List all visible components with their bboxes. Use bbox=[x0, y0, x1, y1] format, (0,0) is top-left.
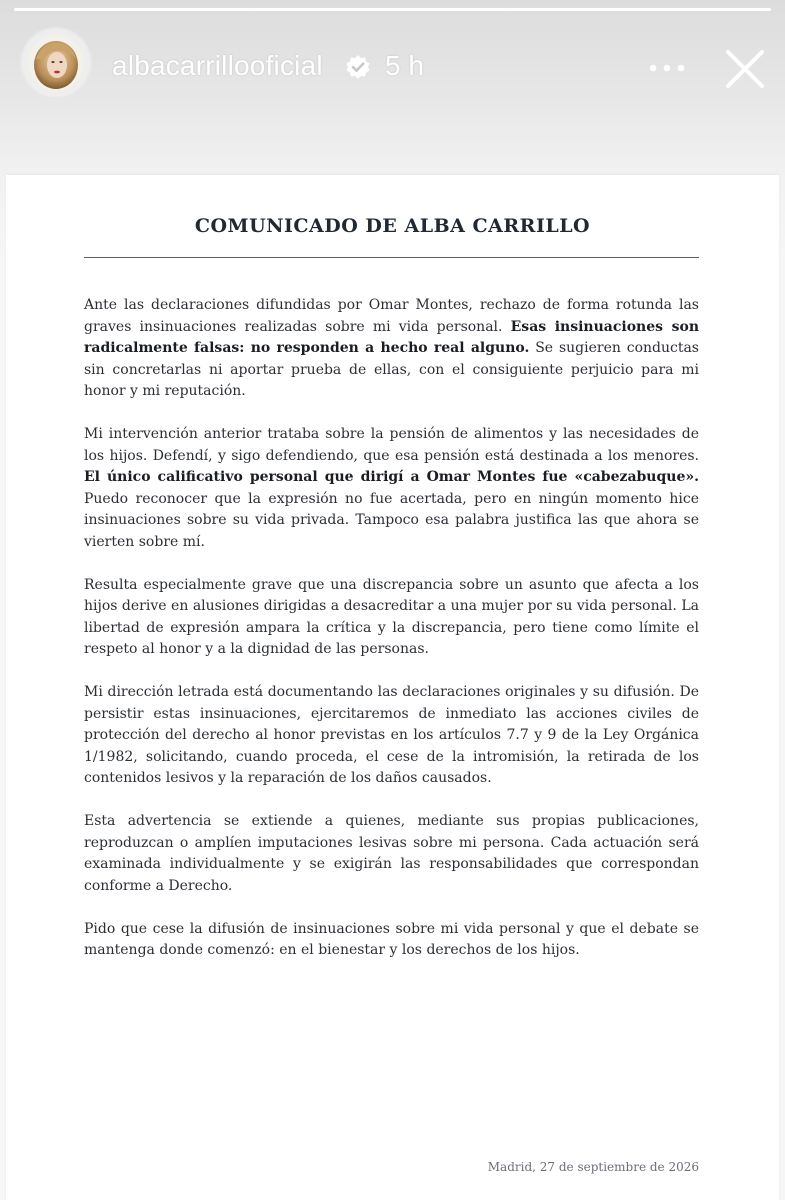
close-icon[interactable] bbox=[722, 46, 768, 92]
paragraph-text: Mi intervención anterior trataba sobre la pensión de alimentos y las necesidades de los hijos. Defendí, y sigo defendiendo, que esa pensión está destinada a los menores. bbox=[84, 426, 699, 464]
document-paragraph bbox=[84, 919, 699, 962]
paragraph-text: Se sugieren conductas sin concretarlas ni aportar prueba de ellas, con el consiguiente perjuicio para mi honor y mi reputación. bbox=[84, 340, 699, 399]
document-paragraph bbox=[84, 811, 699, 897]
avatar[interactable] bbox=[22, 29, 90, 97]
verified-badge-icon bbox=[345, 54, 371, 80]
story-username[interactable]: albacarrillooficial bbox=[112, 50, 323, 81]
paragraph-text: Resulta especialmente grave que una discrepancia sobre un asunto que afecta a los hijos derive en alusiones dirigidas a desacreditar a una mujer por su vida personal. La libertad de expresión ampara la crítica y la discrepancia, pero tiene como límite el respeto al honor y a la dignidad de las personas. bbox=[84, 576, 699, 657]
document-title: COMUNICADO DE ALBA CARRILLO bbox=[194, 215, 591, 237]
story-progress-bar bbox=[14, 8, 771, 11]
title-divider bbox=[84, 257, 699, 258]
paragraph-text: Mi dirección letrada está documentando las declaraciones originales y su difusión. De persistir estas insinuaciones, ejercitaremos de inmediato las acciones civiles de protección del derecho al honor previstas en los artículos 7.7 y 9 de la Ley Orgánica 1/1982, solicitando, cuando proceda, el cese de la intromisión, la retirada de los contenidos lesivos y la reparación de los daños causados. bbox=[84, 684, 699, 786]
more-options-icon[interactable] bbox=[646, 56, 690, 80]
paragraph-text: Esta advertencia se extiende a quienes, mediante sus propias publicaciones, reproduzcan o amplíen imputaciones lesivas sobre mi persona. Cada actuación será examinada individualmente y se exigirán las responsabilidades que correspondan conforme a Derecho. bbox=[84, 813, 699, 894]
story-header bbox=[0, 28, 785, 108]
story-timestamp: 5 h bbox=[385, 50, 424, 81]
document-paragraph bbox=[84, 295, 699, 403]
document-paragraph bbox=[84, 682, 699, 790]
profile-photo-icon bbox=[22, 29, 90, 97]
paragraph-text: Puedo reconocer que la expresión no fue acertada, pero en ningún momento hice insinuaciones sobre su vida privada. Tampoco esa palabra justifica las que ahora se vierten sobre mí. bbox=[84, 490, 699, 550]
document-body bbox=[84, 295, 699, 983]
document-paragraph bbox=[84, 575, 699, 661]
paragraph-text: Ante las declaraciones difundidas por Omar Montes, rechazo de forma rotunda las graves insinuaciones realizadas sobre mi vida personal. bbox=[84, 297, 699, 335]
bold-statement: Esas insinuaciones son radicalmente falsas: no responden a hecho real alguno. bbox=[84, 318, 699, 356]
bold-statement: El único calificativo personal que dirigí a Omar Montes fue «cabezabuque». bbox=[84, 469, 699, 485]
document-date-line: Madrid, 27 de septiembre de 2026 bbox=[487, 1160, 699, 1174]
story-progress-fill bbox=[14, 8, 771, 11]
document-paragraph bbox=[84, 424, 699, 553]
paragraph-text: Pido que cese la difusión de insinuaciones sobre mi vida personal y que el debate se mantenga donde comenzó: en el bienestar y los derechos de los hijos. bbox=[84, 920, 699, 958]
statement-document bbox=[6, 175, 779, 1200]
